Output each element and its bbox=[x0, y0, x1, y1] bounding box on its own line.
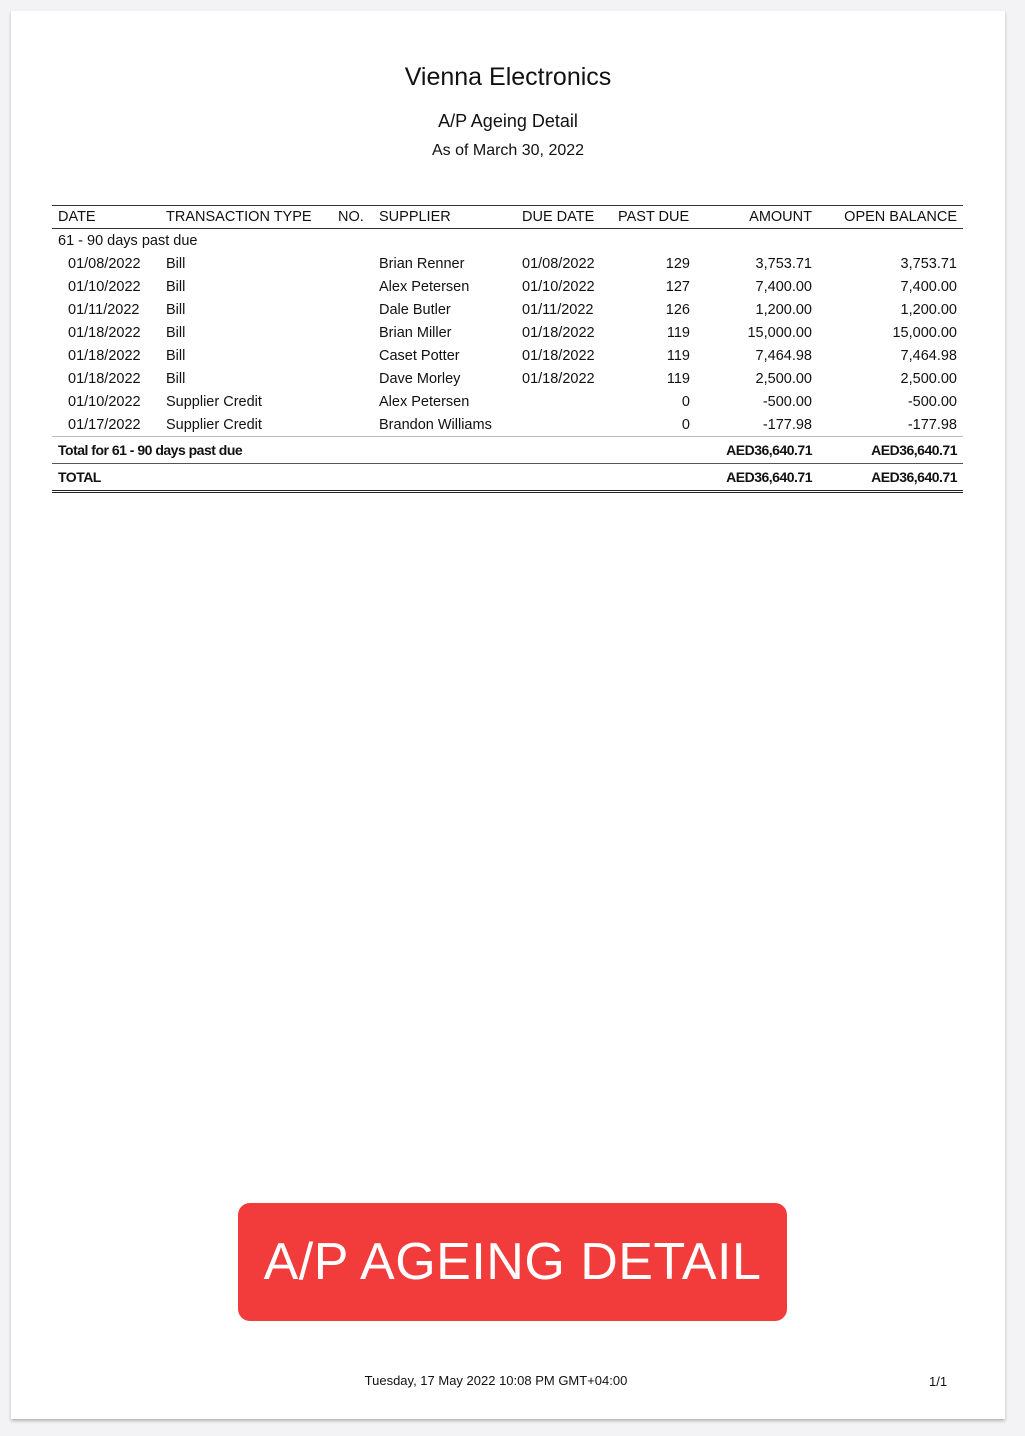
ageing-table bbox=[52, 205, 963, 493]
report-title: A/P Ageing Detail bbox=[438, 111, 578, 131]
table-row bbox=[52, 298, 963, 321]
column-header-no: NO. bbox=[332, 206, 373, 229]
cell-balance: 7,400.00 bbox=[900, 278, 957, 295]
column-header-date: DATE bbox=[52, 206, 160, 229]
cell-amount: 2,500.00 bbox=[755, 370, 812, 387]
cell-amount: -177.98 bbox=[762, 416, 812, 433]
column-header-past-due: PAST DUE bbox=[612, 206, 696, 229]
cell-type: Bill bbox=[166, 370, 186, 387]
cell-no bbox=[332, 275, 373, 298]
cell-date: 01/10/2022 bbox=[68, 278, 141, 295]
table-row bbox=[52, 321, 963, 344]
cell-date: 01/08/2022 bbox=[68, 255, 141, 272]
grand-total-row bbox=[52, 464, 963, 492]
cell-date: 01/10/2022 bbox=[68, 393, 141, 410]
cell-balance: 2,500.00 bbox=[900, 370, 957, 387]
grand-total-amount: AED36,640.71 bbox=[696, 464, 818, 492]
cell-due: 01/11/2022 bbox=[522, 301, 594, 318]
cell-date: 01/18/2022 bbox=[68, 370, 141, 387]
cell-amount: 7,400.00 bbox=[755, 278, 812, 295]
cell-amount: 1,200.00 bbox=[755, 301, 812, 318]
cell-type: Bill bbox=[166, 347, 186, 364]
cell-date: 01/17/2022 bbox=[68, 416, 141, 433]
report-banner: A/P AGEING DETAIL bbox=[238, 1203, 787, 1321]
cell-past: 119 bbox=[666, 324, 690, 341]
table-header bbox=[52, 206, 963, 229]
cell-supplier: Dave Morley bbox=[379, 370, 461, 387]
column-header-type: TRANSACTION TYPE bbox=[160, 206, 332, 229]
table-row bbox=[52, 275, 963, 298]
cell-type: Supplier Credit bbox=[166, 393, 262, 410]
cell-due: 01/18/2022 bbox=[522, 370, 595, 387]
cell-balance: 15,000.00 bbox=[892, 324, 957, 341]
cell-past: 0 bbox=[681, 393, 690, 410]
cell-supplier: Brian Miller bbox=[379, 324, 452, 341]
company-name: Vienna Electronics bbox=[404, 63, 612, 91]
cell-type: Bill bbox=[166, 255, 186, 272]
cell-no bbox=[332, 390, 373, 413]
cell-due: 01/18/2022 bbox=[522, 324, 595, 341]
cell-due bbox=[516, 390, 612, 413]
cell-date: 01/18/2022 bbox=[68, 347, 141, 364]
cell-supplier: Alex Petersen bbox=[379, 278, 470, 295]
cell-past: 119 bbox=[666, 347, 690, 364]
cell-balance: -177.98 bbox=[907, 416, 957, 433]
cell-balance: 1,200.00 bbox=[900, 301, 957, 318]
group-total-balance: AED36,640.71 bbox=[818, 437, 963, 464]
cell-supplier: Dale Butler bbox=[379, 301, 451, 318]
cell-type: Bill bbox=[166, 278, 186, 295]
grand-total-balance: AED36,640.71 bbox=[818, 464, 963, 492]
cell-past: 126 bbox=[665, 301, 690, 318]
group-total-row bbox=[52, 437, 963, 464]
table-row bbox=[52, 390, 963, 413]
cell-balance: 3,753.71 bbox=[900, 255, 957, 272]
footer-timestamp: Tuesday, 17 May 2022 10:08 PM GMT+04:00 bbox=[364, 1373, 628, 1388]
cell-no bbox=[332, 252, 373, 275]
cell-type: Supplier Credit bbox=[166, 416, 262, 433]
cell-date: 01/18/2022 bbox=[68, 324, 141, 341]
cell-amount: 7,464.98 bbox=[755, 347, 812, 364]
cell-supplier: Brandon Williams bbox=[379, 416, 492, 433]
grand-total-label: TOTAL bbox=[52, 464, 696, 492]
page-number: 1/1 bbox=[929, 1374, 948, 1389]
table-row bbox=[52, 252, 963, 275]
cell-amount: 3,753.71 bbox=[755, 255, 812, 272]
cell-due: 01/18/2022 bbox=[522, 347, 595, 364]
cell-date: 01/11/2022 bbox=[68, 301, 140, 318]
cell-no bbox=[332, 413, 373, 437]
column-header-due-date: DUE DATE bbox=[516, 206, 612, 229]
cell-balance: 7,464.98 bbox=[900, 347, 957, 364]
cell-supplier: Alex Petersen bbox=[379, 393, 470, 410]
cell-past: 119 bbox=[666, 370, 690, 387]
table-row bbox=[52, 413, 963, 437]
cell-past: 129 bbox=[665, 255, 690, 272]
group-total-label: Total for 61 - 90 days past due bbox=[52, 437, 696, 464]
cell-due: 01/10/2022 bbox=[522, 278, 595, 295]
cell-due: 01/08/2022 bbox=[522, 255, 595, 272]
cell-amount: -500.00 bbox=[762, 393, 812, 410]
cell-amount: 15,000.00 bbox=[747, 324, 812, 341]
group-header-row bbox=[52, 229, 963, 253]
cell-type: Bill bbox=[166, 324, 186, 341]
table-row bbox=[52, 344, 963, 367]
cell-due bbox=[516, 413, 612, 437]
table-row bbox=[52, 367, 963, 390]
cell-supplier: Caset Potter bbox=[379, 347, 460, 364]
cell-no bbox=[332, 298, 373, 321]
cell-no bbox=[332, 367, 373, 390]
cell-past: 0 bbox=[681, 416, 690, 433]
column-header-amount: AMOUNT bbox=[696, 206, 818, 229]
column-header-open-balance: OPEN BALANCE bbox=[818, 206, 963, 229]
column-header-supplier: SUPPLIER bbox=[373, 206, 516, 229]
group-total-amount: AED36,640.71 bbox=[696, 437, 818, 464]
report-date: As of March 30, 2022 bbox=[431, 142, 585, 159]
cell-no bbox=[332, 321, 373, 344]
cell-no bbox=[332, 344, 373, 367]
cell-type: Bill bbox=[166, 301, 186, 318]
cell-past: 127 bbox=[665, 278, 690, 295]
report-page bbox=[11, 11, 1005, 1419]
cell-balance: -500.00 bbox=[907, 393, 957, 410]
cell-supplier: Brian Renner bbox=[379, 255, 465, 272]
group-label: 61 - 90 days past due bbox=[58, 232, 198, 249]
